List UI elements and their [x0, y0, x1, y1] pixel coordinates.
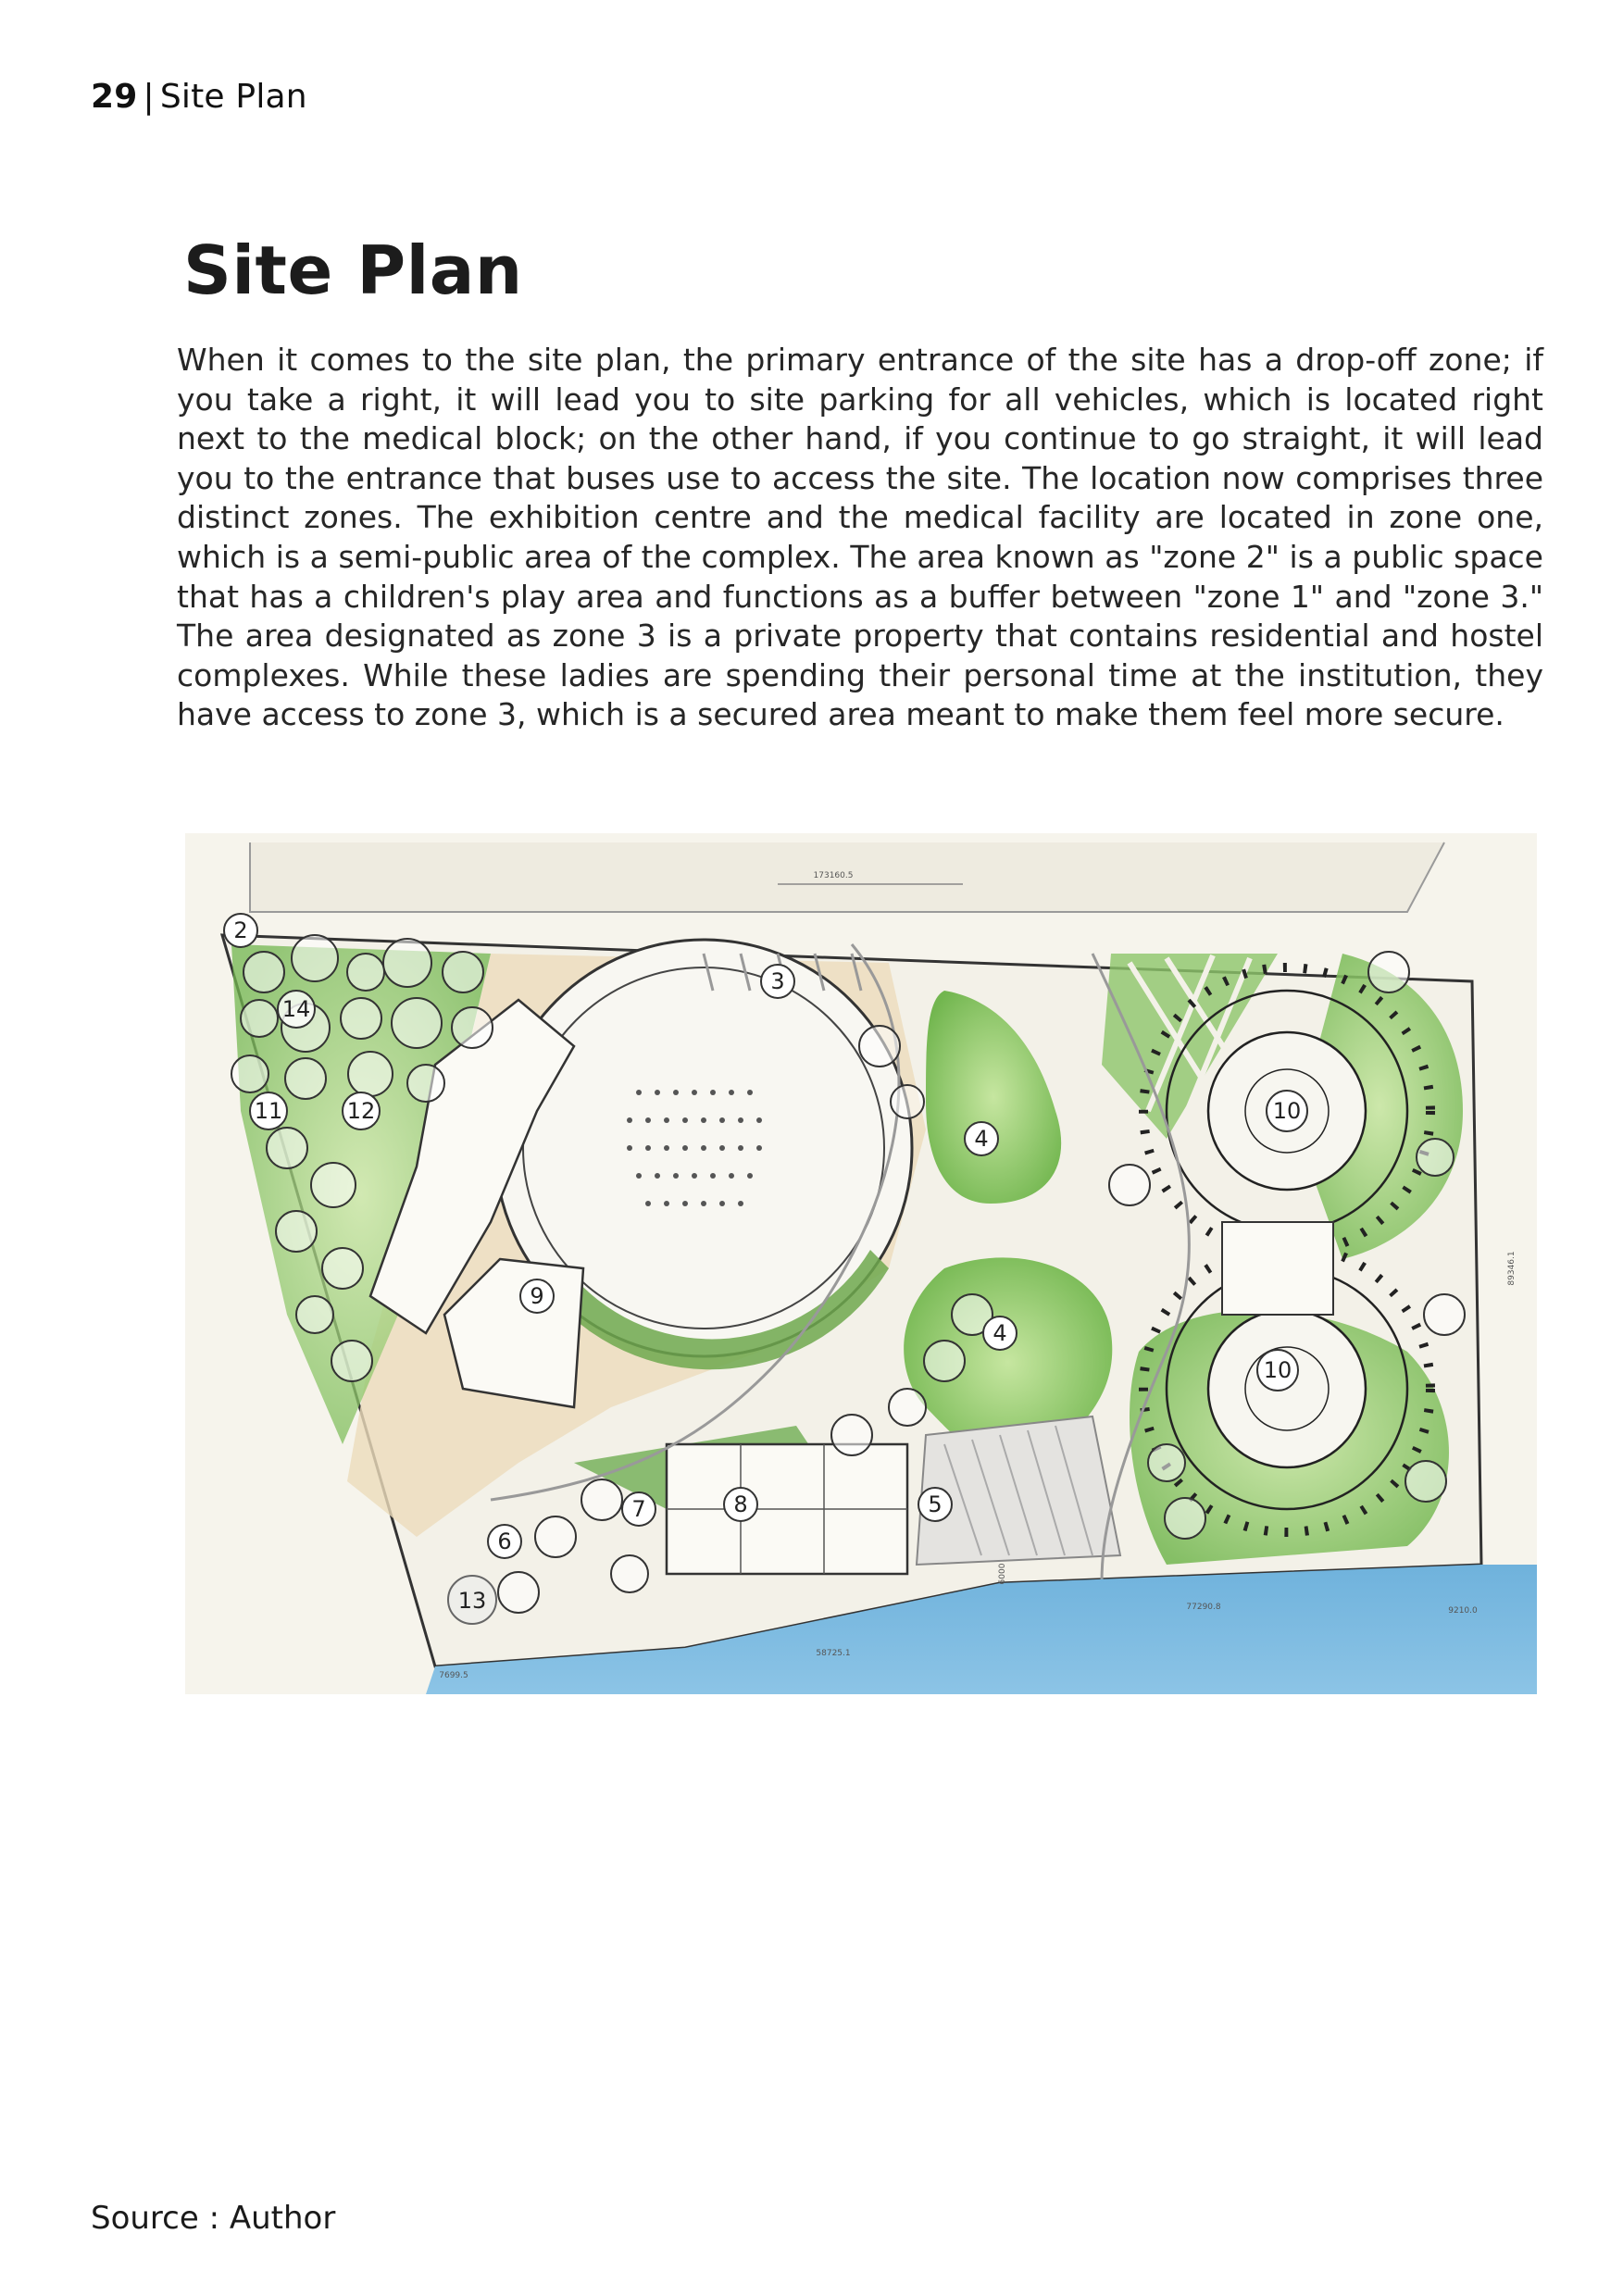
label-6: 6: [497, 1529, 512, 1554]
label-4-north: 4: [974, 1126, 989, 1152]
dim-parking: 6000: [998, 1563, 1007, 1585]
label-10-north: 10: [1272, 1098, 1302, 1124]
label-10-south: 10: [1263, 1357, 1292, 1383]
section-name: Site Plan: [159, 78, 307, 116]
hostel-link-block: [1222, 1222, 1333, 1315]
dim-bottom-left: 7699.5: [439, 1671, 468, 1680]
label-11: 11: [254, 1098, 283, 1124]
dim-top: 173160.5: [813, 871, 854, 880]
label-13: 13: [457, 1588, 487, 1614]
label-7: 7: [631, 1496, 646, 1522]
site-plan-drawing: [185, 833, 1537, 1694]
label-3: 3: [770, 968, 785, 994]
page-title: Site Plan: [183, 231, 523, 309]
body-paragraph: When it comes to the site plan, the primary entrance of the site has a drop-off zone; if you take a right, it will lead you to site parking for all vehicles, which is located right next to the medical block; on the other hand, if you continue to go straight, it will lead you to the entrance that buses use to access the site. The location now comprises three distinct zones. The exhibition centre and the medical facility are located in zone one, which is a semi-public area of the complex. The area known as "zone 2" is a public space that has a children's play area and functions as a buffer between "zone 1" and "zone 3." The area designated as zone 3 is a private property that contains residential and hostel complexes. While these ladies are spending their personal time at the institution, they have access to zone 3, which is a secured area meant to make them feel more secure.: [177, 342, 1543, 733]
label-9: 9: [530, 1283, 544, 1309]
source-caption: Source : Author: [91, 2200, 336, 2237]
label-2: 2: [233, 917, 248, 943]
dim-right: 89346.1: [1507, 1251, 1517, 1286]
label-5: 5: [928, 1491, 943, 1517]
dim-bottom-mid: 58725.1: [816, 1649, 851, 1658]
site-plan-figure: [185, 833, 1537, 1694]
label-14: 14: [281, 996, 311, 1022]
label-4-south: 4: [993, 1320, 1007, 1346]
page-number: 29: [91, 78, 138, 116]
dim-bottom-corner: 9210.0: [1448, 1606, 1478, 1616]
running-head: [91, 78, 307, 116]
label-8: 8: [733, 1491, 748, 1517]
header-separator: |: [143, 78, 155, 116]
label-12: 12: [346, 1098, 376, 1124]
dim-bottom-right: 77290.8: [1186, 1603, 1221, 1612]
